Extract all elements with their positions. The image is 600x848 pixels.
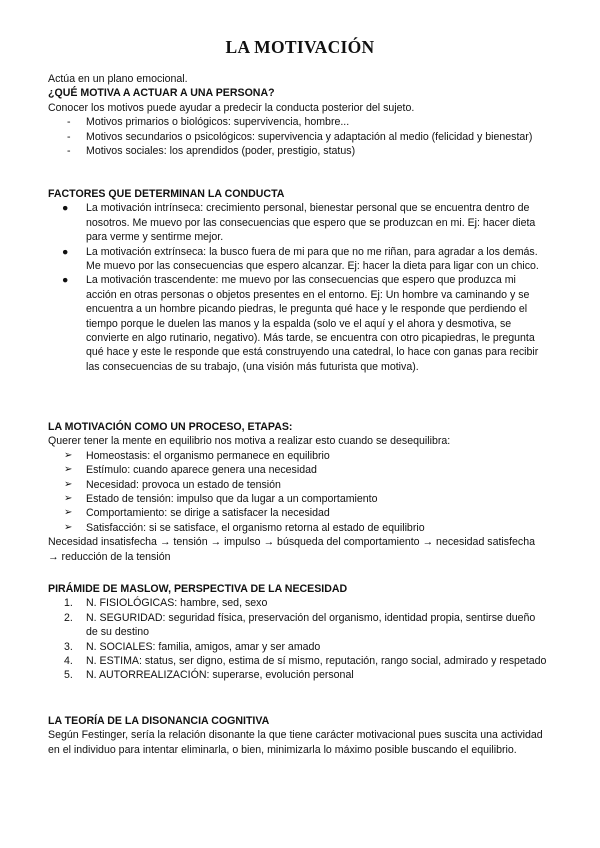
- section-disonancia: [48, 714, 548, 757]
- dash-marker: -: [67, 116, 71, 129]
- list-number: 2.: [64, 611, 73, 624]
- motives-list: [48, 115, 548, 158]
- intro-text: Actúa en un plano emocional.: [48, 73, 188, 85]
- list-item: ➢ Comportamiento: se dirige a satisfacer la necesidad: [64, 507, 330, 520]
- list-item: ➢ Necesidad: provoca un estado de tensión: [64, 478, 281, 491]
- section-heading: ¿QUÉ MOTIVA A ACTUAR A UNA PERSONA?: [48, 87, 275, 100]
- list-number: 4.: [64, 655, 73, 668]
- list-number: 5.: [64, 669, 73, 682]
- arrow-bullet-icon: ➢: [64, 449, 73, 461]
- arrow-bullet-icon: ➢: [64, 464, 73, 476]
- arrow-bullet-icon: ➢: [64, 478, 73, 490]
- list-item: - Motivos secundarios o psicológicos: supervivencia y adaptación al medio (felicidad y bienestar): [67, 130, 533, 143]
- section-text: Según Festinger, sería la relación disonante la que tiene carácter motivacional pues suscita una actividad en el individuo para intentar eliminarla, o bien, minimizarla lo máximo posible buscando el equilibrio.: [48, 729, 543, 756]
- bullet-icon: ●: [62, 202, 69, 215]
- section-heading: LA MOTIVACIÓN COMO UN PROCESO, ETAPAS:: [48, 421, 293, 433]
- list-item: ➢ Estado de tensión: impulso que da lugar a un comportamiento: [64, 493, 378, 506]
- stages-list: [48, 449, 548, 535]
- section-proceso: [48, 420, 548, 564]
- maslow-list: [48, 596, 548, 682]
- list-number: 1.: [64, 597, 73, 610]
- list-item: ➢ Homeostasis: el organismo permanece en equilibrio: [64, 449, 330, 462]
- bullet-icon: ●: [62, 245, 69, 258]
- section-heading: FACTORES QUE DETERMINAN LA CONDUCTA: [48, 188, 285, 200]
- list-item: - Motivos sociales: los aprendidos (poder, prestigio, status): [67, 145, 356, 158]
- list-item: 1. N. FISIOLÓGICAS: hambre, sed, sexo: [64, 597, 268, 610]
- section-text: Conocer los motivos puede ayudar a predecir la conducta posterior del sujeto.: [48, 101, 415, 114]
- section-text: Querer tener la mente en equilibrio nos motiva a realizar esto cuando se desequilibra:: [48, 435, 451, 448]
- list-item: ➢ Satisfacción: si se satisface, el organismo retorna al estado de equilibrio: [64, 521, 425, 534]
- list-number: 3.: [64, 640, 73, 653]
- list-item: 4. N. ESTIMA: status, ser digno, estima de sí mismo, reputación, rango social, admirado y respetado: [64, 655, 547, 668]
- arrow-bullet-icon: ➢: [64, 507, 73, 519]
- list-item: ● La motivación extrínseca: la busco fuera de mi para que no me riñan, para agradar a los demás. Me muevo por las consecuencias que espero alcanzar. Ej: hacer la dieta para ligar con un chico.: [62, 245, 539, 273]
- process-summary: Necesidad insatisfecha → tensión → impulso → búsqueda del comportamiento → necesidad satisfecha → reducción de la tensión: [48, 536, 535, 563]
- list-item: ● La motivación intrínseca: crecimiento personal, bienestar personal que se encuentra dentro de nosotros. Me muevo por las consecuencias que espero que se produzcan en mi. Ej: hacer dieta para verme y sentirme mejor.: [62, 202, 536, 244]
- dash-marker: -: [67, 130, 71, 143]
- list-item: 5. N. AUTORREALIZACIÓN: superarse, evolución personal: [64, 669, 354, 682]
- page-title: LA MOTIVACIÓN: [225, 37, 375, 57]
- section-heading: LA TEORÍA DE LA DISONANCIA COGNITIVA: [48, 715, 270, 727]
- section-heading: PIRÁMIDE DE MASLOW, PERSPECTIVA DE LA NECESIDAD: [48, 583, 348, 595]
- list-item: 3. N. SOCIALES: familia, amigos, amar y ser amado: [64, 640, 321, 653]
- section-que-motiva: [48, 72, 548, 158]
- list-item: ● La motivación trascendente: me muevo por las consecuencias que espero que produzca mi acción en otras personas o objetos presentes en el entorno. Ej: Un hombre va caminando y se encuentra a un hombre picando piedras, le pregunta qué hace y le responde que perdiendo el tiempo porque le duelen las manos y la espalda (solo ve el aquí y el ahora y desmotiva, se convierte en algo rutinario, negativo). Más tarde, se encuentra con otro picapiedras, le pregunta qué hace y este le responde que está construyendo una catedral, lo hace con ganas para recibir las consecuencias de su trabajo, (una visión más futurista que motiva).: [62, 274, 539, 373]
- factors-list: [48, 201, 548, 374]
- dash-marker: -: [67, 145, 71, 158]
- list-item: ➢ Estímulo: cuando aparece genera una necesidad: [64, 464, 317, 477]
- list-item: - Motivos primarios o biológicos: supervivencia, hombre...: [67, 116, 350, 129]
- arrow-bullet-icon: ➢: [64, 493, 73, 505]
- section-maslow: [48, 582, 548, 683]
- bullet-icon: ●: [62, 274, 69, 287]
- list-item: 2. N. SEGURIDAD: seguridad física, preservación del organismo, identidad propia, sentirse dueño de su destino: [64, 611, 536, 639]
- section-factores: [48, 187, 548, 374]
- arrow-bullet-icon: ➢: [64, 521, 73, 533]
